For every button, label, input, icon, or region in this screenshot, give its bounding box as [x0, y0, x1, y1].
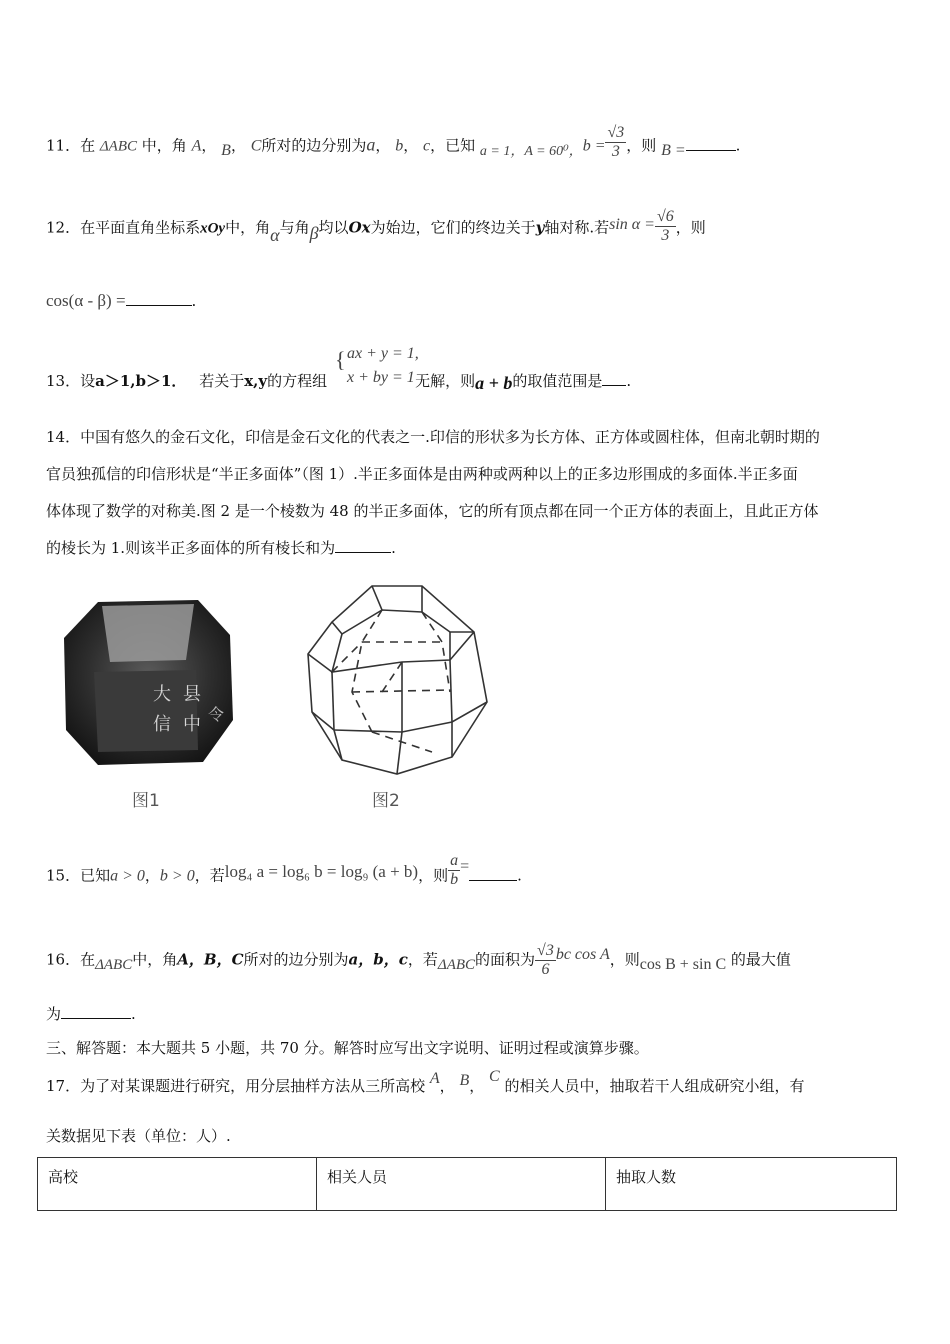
svg-text:信: 信	[153, 714, 171, 735]
fraction-sqrt6-over-3: $\frac{√6}{3}$	[656, 208, 674, 244]
answer-blank-16	[61, 1006, 131, 1019]
question-12: 12．在平面直角坐标系xOy中，角α与角β均以Ox为始边，它们的终边关于y轴对称.若sin α = $\frac{√6}{3}$ ，则	[46, 208, 706, 245]
fraction-a-over-b: $\frac{a}{b}$	[450, 852, 459, 888]
question-13: 13．设a＞1,b＞1． 若关于x,y的方程组 无解，则a + b的取值范围是 .	[46, 372, 632, 393]
table-header-cell: 抽取人数	[606, 1158, 897, 1211]
svg-text:大: 大	[153, 684, 171, 705]
figure-2-polyhedron-diagram	[302, 582, 492, 778]
question-16-line2: 为 .	[46, 1005, 136, 1023]
svg-text:县: 县	[183, 684, 201, 705]
data-table	[37, 1157, 897, 1211]
answer-blank-14	[335, 540, 391, 553]
question-12-line2: cos(α - β) = .	[46, 291, 197, 310]
answer-blank-13	[602, 373, 626, 386]
figure-1-seal-image	[58, 590, 238, 770]
fraction-sqrt3-over-6: $\frac{√3}{6}$	[537, 942, 554, 978]
question-14: 14．中国有悠久的金石文化，印信是金石文化的代表之一.印信的形状多为长方体、正方体或圆柱体，但南北朝时期的 官员独孤信的印信形状是“半正多面体”（图 1）.半正多面体是由两种或两种以上的正多边形围成的多面体.半正多面 体体现了数学的对称美.图 2 是一个棱数为 48 的半正多面体，它的所有顶点都在同一个正方体的表面上，且此正方体 的棱长为 1.则该半正多面体的所有棱长和为 .	[46, 428, 820, 557]
table-header-row	[38, 1158, 897, 1211]
answer-blank-15	[469, 868, 517, 881]
figure-1-caption: 图1	[132, 791, 160, 811]
question-17: 17．为了对某课题进行研究，用分层抽样方法从三所高校 A， B， C 的相关人员中，抽取若干人组成研究小组，有	[46, 1068, 805, 1095]
table-header-cell: 相关人员	[317, 1158, 606, 1211]
question-16: 16．在ΔABC中，角A，B，C所对的边分别为a，b，c，若ΔABC的面积为 $\frac{√3}{6}$ bc cos A，则cos B + sin C 的最大值	[46, 942, 791, 978]
svg-text:中: 中	[183, 714, 201, 735]
question-17-line2: 关数据见下表（单位：人）.	[46, 1127, 231, 1145]
figure-2-caption: 图2	[372, 791, 400, 811]
fraction-sqrt3-over-3: $\frac{√3}{3}$	[607, 124, 625, 160]
question-15: 15．已知a > 0，b > 0，若log₄ a = log₆ b = log₉ (a + b)，则 $\frac{a}{b}$ =.	[46, 852, 522, 888]
table-header-cell: 高校	[38, 1158, 317, 1211]
answer-blank-11	[686, 138, 736, 151]
svg-text:令: 令	[208, 705, 225, 724]
answer-blank-12	[126, 293, 192, 306]
question-13-system: { ax + y = 1, x + by = 1	[335, 345, 419, 386]
question-11: 11．在 ΔABC 中，角 A， B， C所对的边分别为a， b， c，已知 a = 1，A = 60⁰，b = $\frac{√3}{3}$ ，则 B = .	[46, 124, 741, 160]
section-3-heading: 三、解答题：本大题共 5 小题，共 70 分。解答时应写出文字说明、证明过程或演算步骤。	[46, 1039, 649, 1057]
